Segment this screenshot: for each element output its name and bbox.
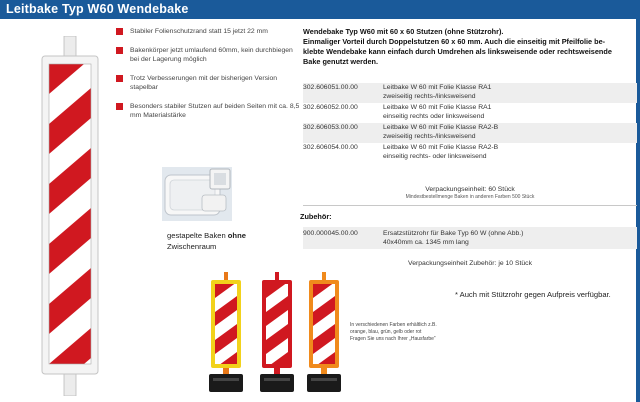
color-options-note: In verschiedenen Farben erhältlich z.B. orange, blau, grün, gelb oder rot Fragen Sie uns nach Ihrer „Hausfarbe“: [350, 322, 437, 342]
feature-item: Stabiler Folienschutzrand statt 15 jetzt 22 mm: [116, 27, 302, 36]
red-bullet-icon: [116, 103, 123, 110]
barrier-orange-image: [303, 272, 345, 394]
accessory-packaging: Verpackungseinheit Zubehör: je 10 Stück: [408, 260, 532, 267]
feature-item: Besonders stabiler Stutzen auf beiden Seiten mit ca. 8,5 mm Materialstärke: [116, 102, 302, 120]
table-row: 302.606052.00.00 Leitbake W 60 mit Folie Klasse RA1 einseitig rechts oder linksweisend: [303, 104, 492, 120]
packaging-info: Verpackungseinheit: 60 Stück Mindestbestellmenge Baken in anderen Farben 500 Stück: [405, 186, 535, 200]
section-divider: [303, 205, 637, 206]
barrier-large-image: [38, 36, 102, 396]
barrier-yellow-image: [205, 272, 247, 394]
red-bullet-icon: [116, 47, 123, 54]
product-intro: Wendebake Typ W60 mit 60 x 60 Stutzen (ohne Stützrohr). Einmaliger Vorteil durch Doppelstutzen 60 x 60 mm. Auch die einseitig mit Pfeilfolie be- klebte Wendebake kann einfach durch Umdrehen als linksweisende oder rechtsweisende Bake genutzt werden.: [303, 27, 612, 66]
barrier-red-image: [256, 272, 298, 394]
page-title: Leitbake Typ W60 Wendebake: [6, 2, 189, 16]
photo-caption: gestapelte Baken ohne Zwischenraum: [167, 231, 246, 251]
product-table: [303, 83, 637, 163]
feature-item: Bakenkörper jetzt umlaufend 60mm, kein durchbiegen bei der Lagerung möglich: [116, 46, 302, 64]
feature-list: [116, 27, 302, 130]
table-row: 302.606053.00.00 Leitbake W 60 mit Folie Klasse RA2-B zweiseitig rechts-/linksweisend: [303, 123, 637, 143]
table-row: 302.606054.00.00 Leitbake W 60 mit Folie Klasse RA2-B einseitig rechts- oder linksweisend: [303, 144, 499, 160]
side-accent-bar: [636, 19, 640, 402]
support-tube-note: * Auch mit Stützrohr gegen Aufpreis verfügbar.: [455, 290, 611, 299]
accessories-heading: Zubehör:: [300, 212, 332, 221]
red-bullet-icon: [116, 75, 123, 82]
feature-item: Trotz Verbesserungen mit der bisherigen Version stapelbar: [116, 74, 302, 92]
stacked-barriers-photo: [162, 167, 232, 221]
table-row: 302.606051.00.00 Leitbake W 60 mit Folie Klasse RA1 zweiseitig rechts-/linksweisend: [303, 83, 637, 103]
title-bar: [0, 0, 640, 19]
red-bullet-icon: [116, 28, 123, 35]
accessory-row: 900.000045.00.00 Ersatzstützrohr für Bake Typ 60 W (ohne Abb.) 40x40mm ca. 1345 mm lang: [303, 227, 637, 249]
